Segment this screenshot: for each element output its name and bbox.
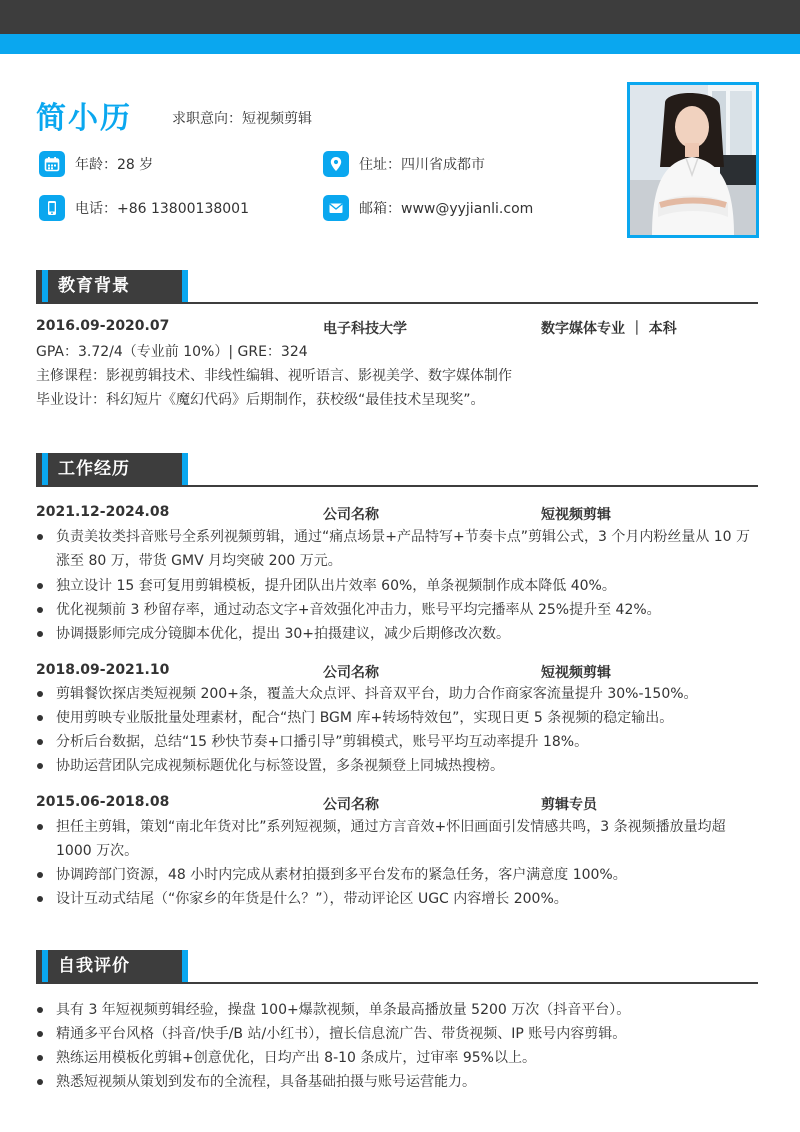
education-courses: 主修课程：影视剪辑技术、非线性编辑、视听语言、影视美学、数字媒体制作 [36,368,512,384]
section-header-work [36,453,758,487]
bullet-text: 精通多平台风格（抖音/快手/B 站/小红书），擅长信息流广告、带货视频、IP 账号内容剪辑。 [56,1026,627,1042]
candidate-name: 简小历 [36,101,132,136]
bullet-dot [37,824,43,830]
bullet-text: 熟悉短视频从策划到发布的全流程，具备基础拍摄与账号运营能力。 [56,1074,476,1090]
bullet-dot [37,763,43,769]
list-item [36,1070,758,1094]
list-item [36,525,758,573]
bullet-dot [37,1007,43,1013]
education-date: 2016.09-2020.07 [36,318,170,334]
list-item [36,815,758,863]
profile-photo [627,82,759,238]
info-address [323,150,485,178]
phone-icon [39,195,65,221]
education-thesis: 毕业设计：科幻短片《魔幻代码》后期制作，获校级“最佳技术呈现奖”。 [36,392,485,408]
job-intent: 求职意向：短视频剪辑 [172,111,312,127]
section-accent-end [182,453,188,485]
section-rule [36,302,758,304]
job-company: 公司名称 [323,507,379,523]
bullet-dot [37,896,43,902]
list-item [36,1046,758,1070]
education-row [36,318,758,340]
list-item [36,863,758,887]
calendar-icon [39,151,65,177]
info-email [323,194,533,222]
bullet-dot [37,583,43,589]
education-school: 电子科技大学 [323,321,407,337]
bullet-text: 具有 3 年短视频剪辑经验，操盘 100+爆款视频，单条最高播放量 5200 万次（抖音平台）。 [56,1002,631,1018]
age-text: 年龄：28 岁 [75,157,154,173]
bullet-text: 使用剪映专业版批量处理素材，配合“热门 BGM 库+转场特效包”，实现日更 5 条视频的稳定输出。 [56,710,674,726]
bullet-dot [37,631,43,637]
bullet-dot [37,739,43,745]
list-item [36,1022,758,1046]
section-rule [36,485,758,487]
bullet-dot [37,1031,43,1037]
job-row-1 [36,504,758,526]
top-dark-band [0,0,800,34]
section-accent [42,270,48,302]
job-role: 短视频剪辑 [541,665,611,681]
location-pin-icon [323,151,349,177]
job-company: 公司名称 [323,665,379,681]
address-text: 住址：四川省成都市 [359,157,485,173]
bullet-dot [37,691,43,697]
bullet-text: 协调跨部门资源，48 小时内完成从素材拍摄到多平台发布的紧急任务，客户满意度 100%。 [56,867,627,883]
section-bar [36,270,188,302]
bullet-text: 独立设计 15 套可复用剪辑模板，提升团队出片效率 60%，单条视频制作成本降低 40%。 [56,578,616,594]
job-date: 2015.06-2018.08 [36,794,170,810]
job-role: 短视频剪辑 [541,507,611,523]
section-accent-end [182,950,188,982]
bullet-text: 担任主剪辑，策划“南北年货对比”系列短视频，通过方言音效+怀旧画面引发情感共鸣，3 条视频播放量均超 1000 万次。 [56,819,726,859]
bullet-dot [37,872,43,878]
bullet-text: 剪辑餐饮探店类短视频 200+条，覆盖大众点评、抖音双平台，助力合作商家客流量提升 30%-150%。 [56,686,698,702]
top-accent-band [0,34,800,54]
job-row-3 [36,794,758,816]
section-header-education [36,270,758,304]
job-row-2 [36,662,758,684]
bullet-text: 优化视频前 3 秒留存率，通过动态文字+音效强化冲击力，账号平均完播率从 25%提升至 42%。 [56,602,661,618]
list-item [36,730,758,754]
list-item [36,706,758,730]
bullet-text: 设计互动式结尾（“你家乡的年货是什么？”），带动评论区 UGC 内容增长 200%。 [56,891,568,907]
job-role: 剪辑专员 [541,797,597,813]
mail-icon [323,195,349,221]
education-major: 数字媒体专业 ｜ 本科 [541,321,677,337]
phone-text: 电话：+86 13800138001 [75,201,249,217]
bullet-text: 熟练运用模板化剪辑+创意优化，日均产出 8-10 条成片，过审率 95%以上。 [56,1050,536,1066]
bullet-dot [37,534,43,540]
section-title: 教育背景 [58,276,130,296]
bullet-text: 负责美妆类抖音账号全系列视频剪辑，通过“痛点场景+产品特写+节奏卡点”剪辑公式，3 个月内粉丝量从 10 万涨至 80 万，带货 GMV 月均突破 200 万元。 [56,529,751,569]
list-item [36,682,758,706]
bullet-text: 分析后台数据，总结“15 秒快节奏+口播引导”剪辑模式，账号平均互动率提升 18%。 [56,734,589,750]
list-item [36,998,758,1022]
bullet-dot [37,607,43,613]
section-header-self [36,950,758,984]
job-company: 公司名称 [323,797,379,813]
job-date: 2021.12-2024.08 [36,504,170,520]
info-phone [39,194,249,222]
bullet-dot [37,1055,43,1061]
list-item [36,598,758,622]
info-age [39,150,153,178]
bullet-dot [37,715,43,721]
bullet-text: 协调摄影师完成分镜脚本优化，提出 30+拍摄建议，减少后期修改次数。 [56,626,510,642]
section-accent-end [182,270,188,302]
bullet-dot [37,1079,43,1085]
section-title: 工作经历 [58,459,130,479]
section-bar [36,950,188,982]
list-item [36,754,758,778]
list-item [36,622,758,646]
email-text: 邮箱：www@yyjianli.com [359,201,534,217]
list-item [36,574,758,598]
list-item [36,887,758,911]
section-accent [42,950,48,982]
section-accent [42,453,48,485]
bullet-text: 协助运营团队完成视频标题优化与标签设置，多条视频登上同城热搜榜。 [56,758,504,774]
section-bar [36,453,188,485]
job-date: 2018.09-2021.10 [36,662,170,678]
education-gpa: GPA：3.72/4（专业前 10%）| GRE：324 [36,344,308,360]
section-title: 自我评价 [58,956,130,976]
section-rule [36,982,758,984]
